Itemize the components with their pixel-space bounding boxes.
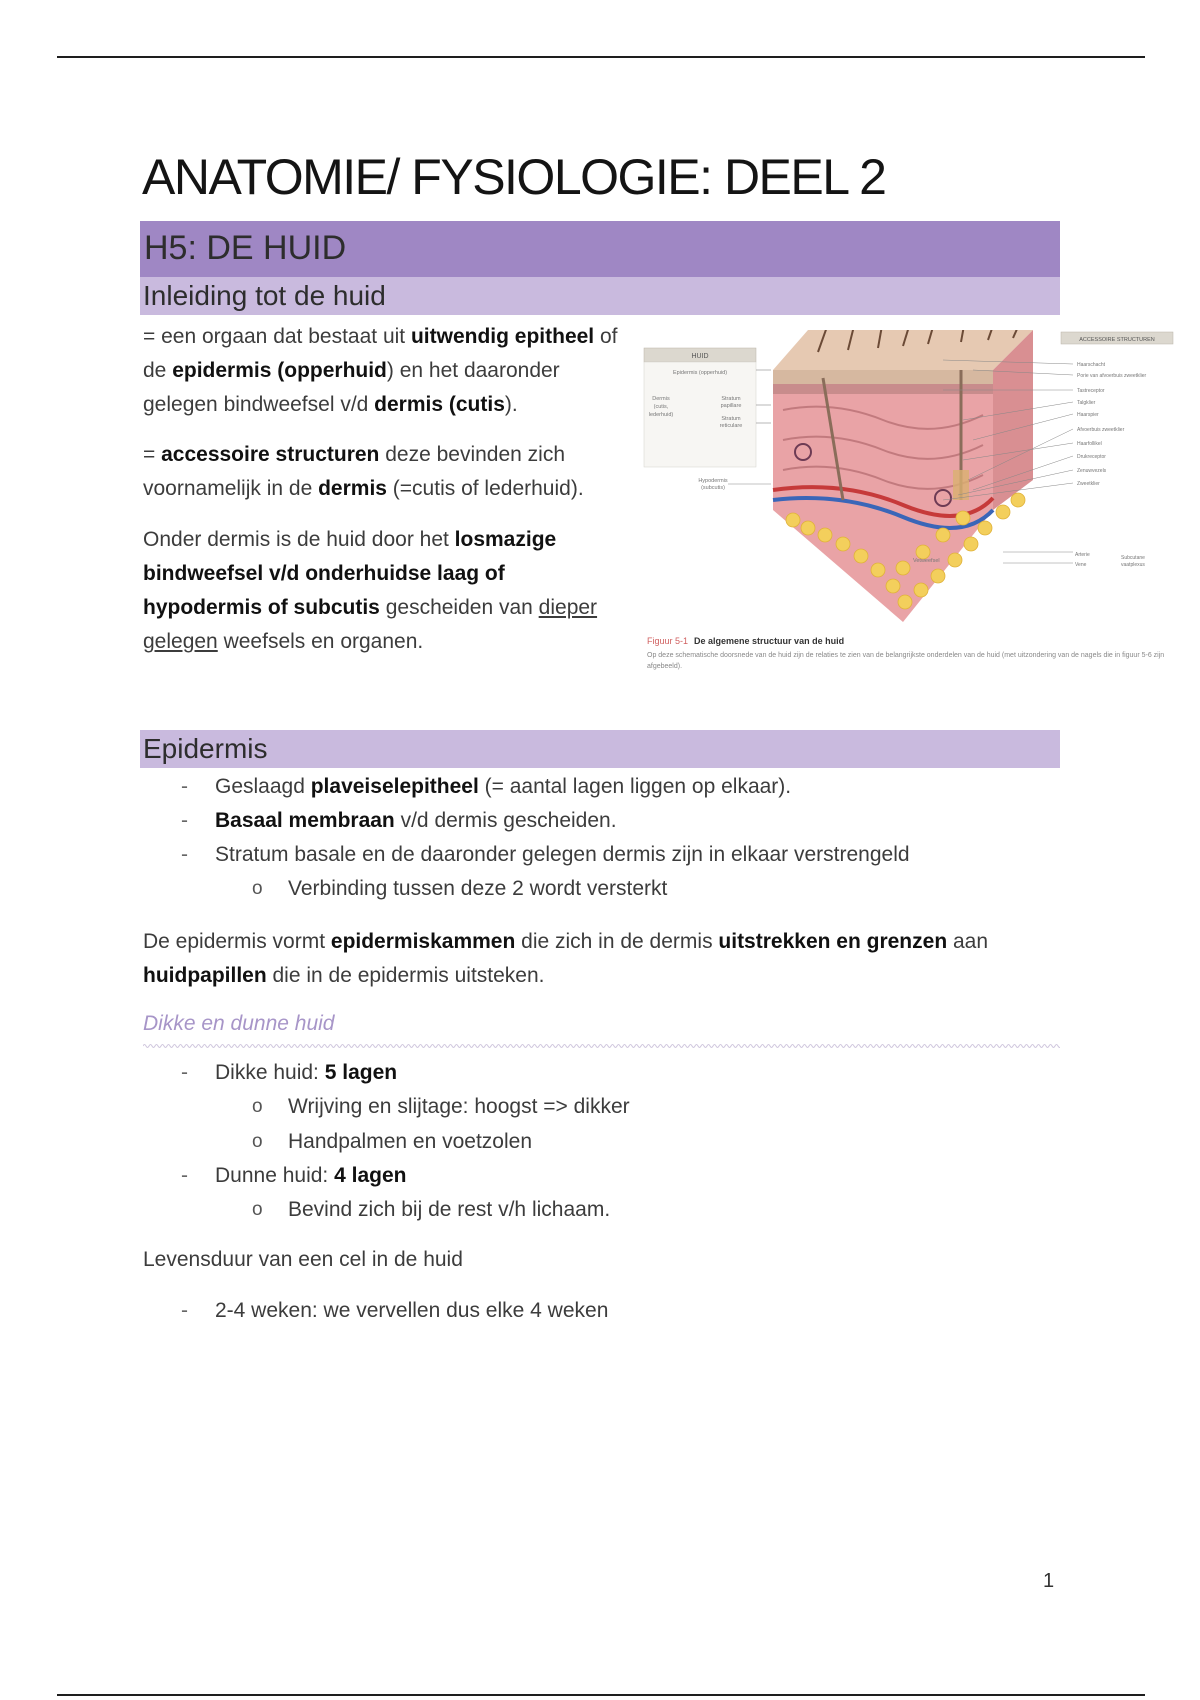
- list-item: [215, 775, 791, 799]
- list-item: [288, 1198, 610, 1222]
- list-epi-item-0-run-1: plaveiselepitheel: [310, 775, 479, 798]
- accessory-label: Haarspier: [1077, 412, 1099, 418]
- accessory-label: Talgklier: [1077, 400, 1096, 406]
- list-dash: -: [181, 809, 188, 832]
- svg-text:lederhuid): lederhuid): [648, 412, 674, 418]
- epidermiskammen-paragraph-run-6: die in de epidermis uitsteken.: [266, 964, 545, 987]
- svg-text:reticulare: reticulare: [719, 423, 743, 429]
- epidermiskammen-paragraph-run-2: die zich in de dermis: [515, 930, 719, 953]
- intro-paragraph-1-run-4: ) en het daaronder gelegen bindweefsel v/d: [143, 359, 560, 416]
- intro-paragraph-1-run-3: epidermis (opperhuid: [172, 359, 387, 382]
- section-heading-intro: Inleiding tot de huid: [143, 280, 386, 311]
- intro-paragraph-1-run-6: ).: [504, 393, 518, 416]
- list-bullet: o: [252, 1096, 263, 1118]
- document-title: ANATOMIE/ FYSIOLOGIE: DEEL 2: [142, 149, 886, 205]
- svg-text:Stratum: Stratum: [721, 416, 741, 422]
- skin-cross-section-illustration: [643, 330, 1179, 630]
- svg-text:Epidermis (opperhuid): Epidermis (opperhuid): [672, 370, 728, 376]
- skin-structure-figure: [643, 330, 1179, 682]
- intro-paragraph-2-run-0: =: [143, 443, 162, 466]
- list-dash: -: [181, 775, 188, 798]
- subheading-wavy-underline: [143, 1042, 1060, 1050]
- list-epi-item-0-run-0: Geslaagd: [215, 775, 311, 798]
- list-dash: -: [181, 843, 188, 866]
- chapter-heading-band: [140, 221, 1060, 277]
- intro-paragraph-2-run-3: dermis: [318, 477, 387, 500]
- list-epi-item-0-run-2: (= aantal lagen liggen op elkaar).: [478, 775, 792, 798]
- epidermiskammen-paragraph-run-4: aan: [947, 930, 989, 953]
- list-dik-item-4-run-0: Bevind zich bij de rest v/h lichaam.: [288, 1198, 611, 1222]
- list-bullet: o: [252, 878, 263, 899]
- accessory-label: Tastreceptor: [1077, 388, 1105, 394]
- svg-text:papillare: papillare: [720, 403, 742, 409]
- list-item: [288, 1130, 532, 1154]
- accessory-label: Afvoerbuis zweetklier: [1077, 427, 1125, 433]
- list-dik-item-0-run-1: 5 lagen: [324, 1061, 398, 1084]
- legend-title: HUID: [691, 353, 709, 360]
- intro-paragraph-1-run-0: = een orgaan dat bestaat uit: [143, 325, 411, 348]
- list-epi-item-2-run-0: Stratum basale en de daaronder gelegen dermis zijn in elkaar verstrengeld: [215, 843, 910, 866]
- accessory-label: Zweetklier: [1077, 481, 1100, 487]
- section-heading-band-intro: [140, 277, 1060, 315]
- page-number: 1: [1043, 1570, 1055, 1592]
- list-item: [215, 1299, 608, 1323]
- accessory-label: Zenuwvezels: [1077, 468, 1107, 474]
- intro-paragraph-3-run-3: dieper gelegen: [143, 596, 598, 653]
- list-item: [215, 1164, 406, 1188]
- subheading-dikke-dunne-huid: Dikke en dunne huid: [143, 1012, 335, 1035]
- intro-paragraph-2-run-2: deze bevinden zich voornamelijk in de: [143, 443, 566, 500]
- header-rule: [57, 56, 1145, 58]
- intro-paragraph-3-run-2: gescheiden van: [379, 596, 539, 619]
- list-dash: -: [181, 1163, 188, 1187]
- list-epi-item-3-run-0: Verbinding tussen deze 2 wordt versterkt: [288, 877, 668, 900]
- figure-caption-title: De algemene structuur van de huid: [694, 636, 845, 646]
- svg-text:(cutis,: (cutis,: [653, 404, 669, 410]
- list-dik-item-0-run-0: Dikke huid:: [215, 1061, 325, 1084]
- epidermiskammen-paragraph-run-1: epidermiskammen: [330, 930, 516, 953]
- intro-paragraph-1-run-1: uitwendig epitheel: [410, 325, 595, 348]
- intro-paragraph-2-run-4: (=cutis of lederhuid).: [386, 477, 584, 500]
- list-dik-item-1-run-0: Wrijving en slijtage: hoogst => dikker: [288, 1095, 630, 1119]
- accessory-label: Haarfollikel: [1077, 441, 1102, 447]
- list-epi-item-1-run-1: v/d dermis gescheiden.: [394, 809, 617, 832]
- section-heading-epidermis: Epidermis: [143, 733, 268, 764]
- svg-text:(subcutis): (subcutis): [701, 485, 725, 491]
- list-dash: -: [181, 1061, 188, 1084]
- intro-paragraph-1-run-5: dermis (cutis: [374, 393, 505, 416]
- intro-paragraph-3-run-4: weefsels en organen.: [217, 630, 424, 653]
- list-bullet: o: [252, 1199, 263, 1221]
- svg-text:Stratum: Stratum: [721, 396, 741, 402]
- intro-paragraph-3-run-0: Onder dermis is de huid door het: [143, 528, 455, 551]
- intro-paragraph-2-run-1: accessoire structuren: [161, 443, 380, 466]
- svg-text:Hypodermis: Hypodermis: [698, 478, 728, 484]
- svg-text:Vene: Vene: [1075, 562, 1087, 568]
- svg-text:Dermis: Dermis: [652, 396, 670, 402]
- list-dik-item-2-run-0: Handpalmen en voetzolen: [288, 1129, 533, 1153]
- figure-number: Figuur 5-1: [647, 636, 689, 646]
- list-item: [215, 809, 617, 833]
- list-item: [288, 1095, 630, 1119]
- section-heading-band-epidermis: [140, 730, 1060, 768]
- intro-paragraph-3: [143, 523, 628, 659]
- intro-paragraph-1-run-2: of de: [143, 325, 618, 382]
- svg-text:Vetweefsel: Vetweefsel: [913, 558, 940, 564]
- accessory-label: Haarschacht: [1077, 362, 1106, 368]
- intro-paragraph-2: [143, 438, 628, 506]
- accessory-label: Porie van afvoerbuis zweetklier: [1077, 373, 1147, 379]
- epidermiskammen-paragraph-run-3: uitstrekken en grenzen: [718, 930, 948, 953]
- intro-paragraph-3-run-1: losmazige bindweefsel v/d onderhuidse laag of hypodermis of subcutis: [143, 528, 557, 619]
- footer-rule: [57, 1694, 1145, 1696]
- list-dash: -: [181, 1299, 188, 1322]
- figure-caption-text: Op deze schematische doorsnede van de huid zijn de relaties te zien van de belangrijkste onderdelen van de huid (met uitzondering van de nagels die in figuur 5-6 zijn afgebeeld).: [647, 652, 1165, 670]
- svg-text:Arterie: Arterie: [1075, 552, 1090, 558]
- accessory-label: Drukreceptor: [1077, 454, 1106, 460]
- list-epi-item-1-run-0: Basaal membraan: [215, 809, 395, 832]
- epidermiskammen-paragraph-run-5: huidpapillen: [143, 964, 267, 987]
- list-bullet: o: [252, 1130, 263, 1152]
- svg-text:Subcutane: Subcutane: [1121, 555, 1145, 561]
- epidermiskammen-paragraph: [143, 925, 1043, 993]
- levensduur-paragraph: Levensduur van een cel in de huid: [143, 1248, 463, 1271]
- figure-caption: [647, 636, 844, 646]
- list-item: [288, 877, 667, 901]
- list-dik-item-3-run-1: 4 lagen: [334, 1163, 407, 1187]
- list-item: [215, 843, 910, 867]
- list-item: [215, 1061, 397, 1085]
- svg-text:vaatplexus: vaatplexus: [1121, 562, 1145, 568]
- list-leven-item-0-run-0: 2-4 weken: we vervellen dus elke 4 weken: [215, 1299, 609, 1322]
- intro-paragraph-1: [143, 320, 628, 422]
- chapter-heading: H5: DE HUID: [144, 229, 347, 267]
- list-dik-item-3-run-0: Dunne huid:: [215, 1163, 335, 1187]
- accessory-title: ACCESSOIRE STRUCTUREN: [1079, 337, 1155, 343]
- epidermiskammen-paragraph-run-0: De epidermis vormt: [143, 930, 331, 953]
